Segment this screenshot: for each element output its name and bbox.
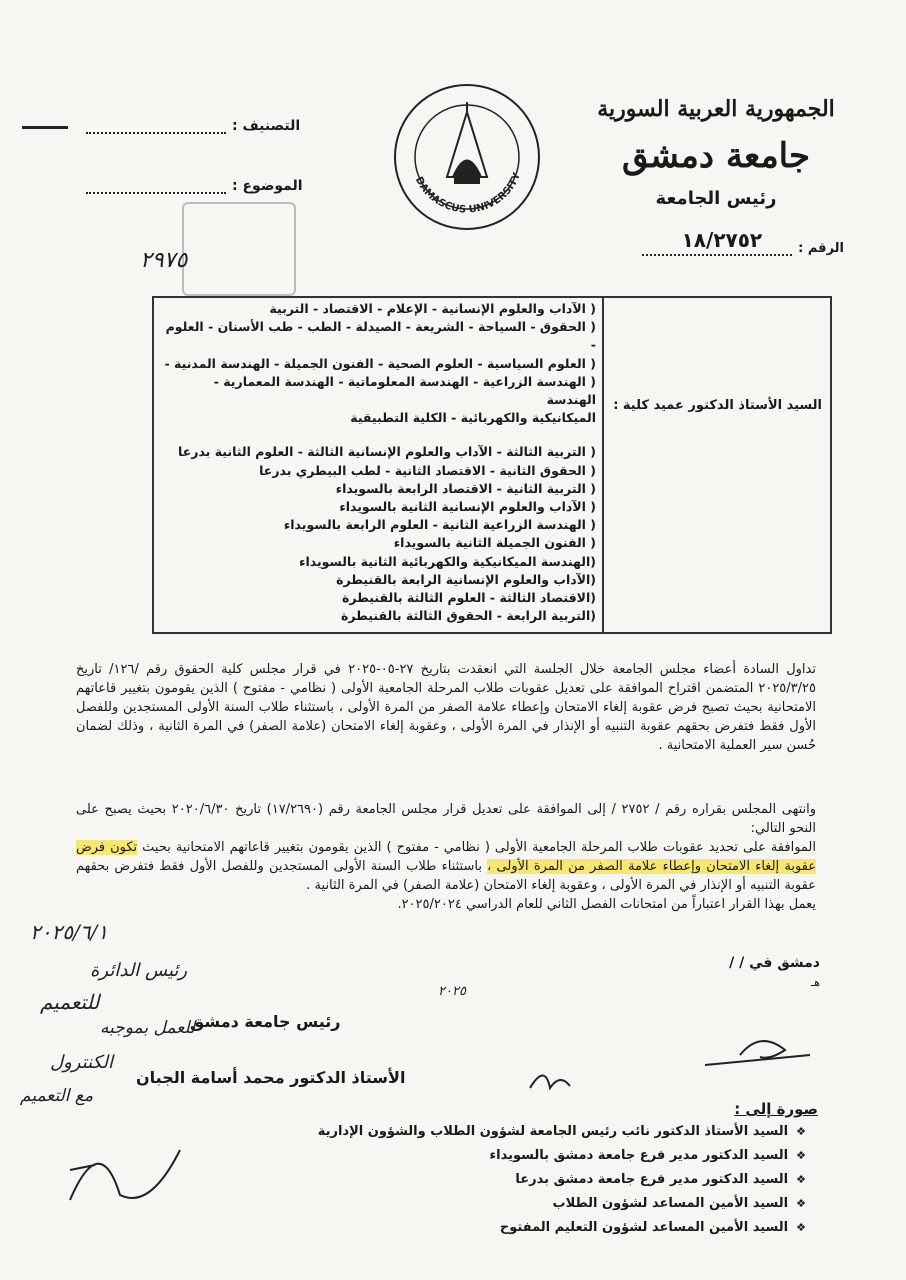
copies-list bbox=[318, 1120, 806, 1240]
handwritten-number: ٢٩٧٥ bbox=[140, 248, 188, 273]
paragraph-decision bbox=[76, 800, 816, 914]
seal-text: DAMASCUS UNIVERSITY bbox=[412, 171, 523, 216]
branch-line: ( التربية الثالثة - الآداب والعلوم الإنسانية الثالثة - العلوم الثانية بدرعا bbox=[178, 444, 596, 460]
decision-text: الموافقة على تحديد عقوبات طلاب المرحلة الجامعية الأولى ( نظامي - مفتوح ) الذين يقومون بتغيير قاعاتهم الامتحانية بحيث bbox=[142, 840, 816, 855]
recipient-label: السيد الأستاذ الدكتور عميد كلية : bbox=[613, 398, 822, 413]
faculty-line: ( الهندسة الزراعية - الهندسة المعلوماتية - الهندسة المعمارية - الهندسة bbox=[213, 373, 596, 408]
subject-dots bbox=[86, 178, 226, 194]
faculty-line: ( العلوم السياسية - العلوم الصحية - الفنون الجميلة - الهندسة المدنية - bbox=[164, 355, 596, 371]
branch-line: ( الحقوق الثانية - الاقتصاد الثانية - لطب البيطري بدرعا bbox=[259, 462, 596, 478]
office-title: رئيس الجامعة bbox=[655, 188, 777, 209]
branch-line: (الهندسة الميكانيكية والكهربائية الثانية بالسويداء bbox=[299, 553, 596, 569]
copies-heading: صورة إلى : bbox=[734, 1100, 818, 1118]
decision-exception: باستثناء طلاب السنة الأولى المستجدين وللفصل الأول فقط فتفرض بحقهم عقوبة التنبيه أو الإنذار في المرة الأولى ، وعقوبة إلغاء الامتحان (علامة الصفر) في المرة الثانية . bbox=[76, 859, 816, 893]
date-city: دمشق في / / bbox=[729, 955, 820, 971]
copy-recipient: ❖ السيد الأمين المساعد لشؤون الطلاب bbox=[318, 1192, 806, 1216]
classification-label: التصنيف : bbox=[232, 118, 301, 134]
handwritten-date: ٢٠٢٥/٦/١ bbox=[30, 920, 108, 944]
signatory-title: رئيس جامعة دمشق bbox=[190, 1012, 341, 1031]
signatory-name: الأستاذ الدكتور محمد أسامة الجبان bbox=[136, 1068, 406, 1087]
classification-dots bbox=[86, 118, 226, 134]
highlighted-text: تكون فرض عقوبة إلغاء الامتحان وإعطاء علامة الصفر من المرة الأولى ، bbox=[76, 840, 816, 874]
handwritten-scribble bbox=[60, 1110, 200, 1220]
copy-recipient: ❖ السيد الأستاذ الدكتور نائب رئيس الجامعة لشؤون الطلاب والشؤون الإدارية bbox=[318, 1120, 806, 1144]
decision-intro: وانتهى المجلس بقراره رقم / ٢٧٥٢ / إلى الموافقة على تعديل قرار مجلس الجامعة رقم (١٧/٢٦٩٠) تاريخ ٢٠٢٠/٦/٣٠ بحيث يصبح على النحو التالي: bbox=[76, 802, 817, 836]
initials-mark bbox=[525, 1058, 575, 1098]
branch-line: ( الهندسة الزراعية الثانية - العلوم الرابعة بالسويداء bbox=[283, 517, 596, 533]
copy-recipient: ❖ السيد الدكتور مدير فرع جامعة دمشق بالسويداء bbox=[318, 1144, 806, 1168]
hijri-marker: هـ bbox=[810, 976, 820, 989]
handwritten-note: رئيس الدائرة bbox=[90, 960, 188, 981]
paragraph-deliberation: تداول السادة أعضاء مجلس الجامعة خلال الجلسة التي انعقدت بتاريخ ٢٧-٠٥-٢٠٢٥ في قرار مجلس كلية الحقوق رقم /١٢٦/ تاريخ ٢٠٢٥/٣/٢٥ المتضمن اقتراح الموافقة على تعديل عقوبات طلاب المرحلة الجامعية الأولى ( نظامي - مفتوح ) الذين يقومون بتغيير قاعاتهم الامتحانية بحيث تصبح فرض عقوبة إلغاء الامتحان وإعطاء علامة الصفر من المرة الأولى ، باستثناء طلاب السنة الأولى المستجدين وللفصل الأول فقط فتفرض بحقهم عقوبة التنبيه أو الإنذار في المرة الأولى ، وعقوبة إلغاء الامتحان (علامة الصفر) في المرة الثانية ، وذلك لضمان حُسن سير العملية الامتحانية . bbox=[76, 662, 816, 753]
header-block bbox=[586, 96, 846, 209]
university-seal-icon bbox=[392, 82, 542, 232]
branch-line: ( الآداب والعلوم الإنسانية الثانية بالسويداء bbox=[339, 499, 596, 515]
branch-line: ( الفنون الجميلة الثانية بالسويداء bbox=[393, 535, 596, 551]
signature-mark bbox=[700, 1025, 820, 1075]
copy-recipient: ❖ السيد الأمين المساعد لشؤون التعليم المفتوح bbox=[318, 1216, 806, 1240]
recipients-table bbox=[152, 296, 832, 634]
subject-label: الموضوع : bbox=[232, 178, 303, 194]
branch-line: (التربية الرابعة - الحقوق الثالثة بالقنيطرة bbox=[340, 608, 596, 624]
faculties-list bbox=[160, 300, 596, 625]
faculty-line: ( الآداب والعلوم الإنسانية - الإعلام - الاقتصاد - التربية bbox=[269, 301, 596, 316]
decision-body bbox=[76, 838, 816, 895]
received-stamp bbox=[182, 202, 296, 296]
branch-line: (الاقتصاد الثالثة - العلوم الثالثة بالقنيطرة bbox=[341, 590, 596, 606]
branch-line: ( التربية الثانية - الاقتصاد الرابعة بالسويداء bbox=[335, 480, 596, 496]
list-gap bbox=[160, 427, 596, 443]
header-rule bbox=[22, 126, 68, 129]
reference-value: ١٨/٢٧٥٢ bbox=[681, 228, 763, 252]
classification-field bbox=[86, 118, 300, 134]
handwritten-note: الكنترول bbox=[50, 1052, 113, 1073]
reference-label: الرقم : bbox=[798, 241, 844, 256]
handwritten-note: للتعميم bbox=[40, 990, 100, 1014]
faculty-line: الميكانيكية والكهربائية - الكلية التطبيقية bbox=[350, 410, 596, 426]
reference-field bbox=[642, 228, 844, 256]
stamp-date: ٢٠٢٥ bbox=[438, 984, 466, 999]
table-divider bbox=[602, 298, 604, 632]
subject-field bbox=[86, 178, 303, 194]
handwritten-note: للعمل بموجبه bbox=[100, 1018, 196, 1038]
copy-recipient: ❖ السيد الدكتور مدير فرع جامعة دمشق بدرعا bbox=[318, 1168, 806, 1192]
faculty-line: ( الحقوق - السياحة - الشريعة - الصيدلة - الطب - طب الأسنان - العلوم - bbox=[165, 319, 596, 353]
handwritten-note: مع التعميم bbox=[20, 1086, 94, 1106]
branch-line: (الآداب والعلوم الإنسانية الرابعة بالقنيطرة bbox=[336, 571, 596, 587]
university-name: جامعة دمشق bbox=[621, 136, 811, 176]
republic-title: الجمهورية العربية السورية bbox=[597, 96, 835, 122]
reference-dots bbox=[642, 228, 792, 256]
decision-effective: يعمل بهذا القرار اعتباراً من امتحانات الفصل الثاني للعام الدراسي ٢٠٢٥/٢٠٢٤. bbox=[397, 897, 816, 912]
